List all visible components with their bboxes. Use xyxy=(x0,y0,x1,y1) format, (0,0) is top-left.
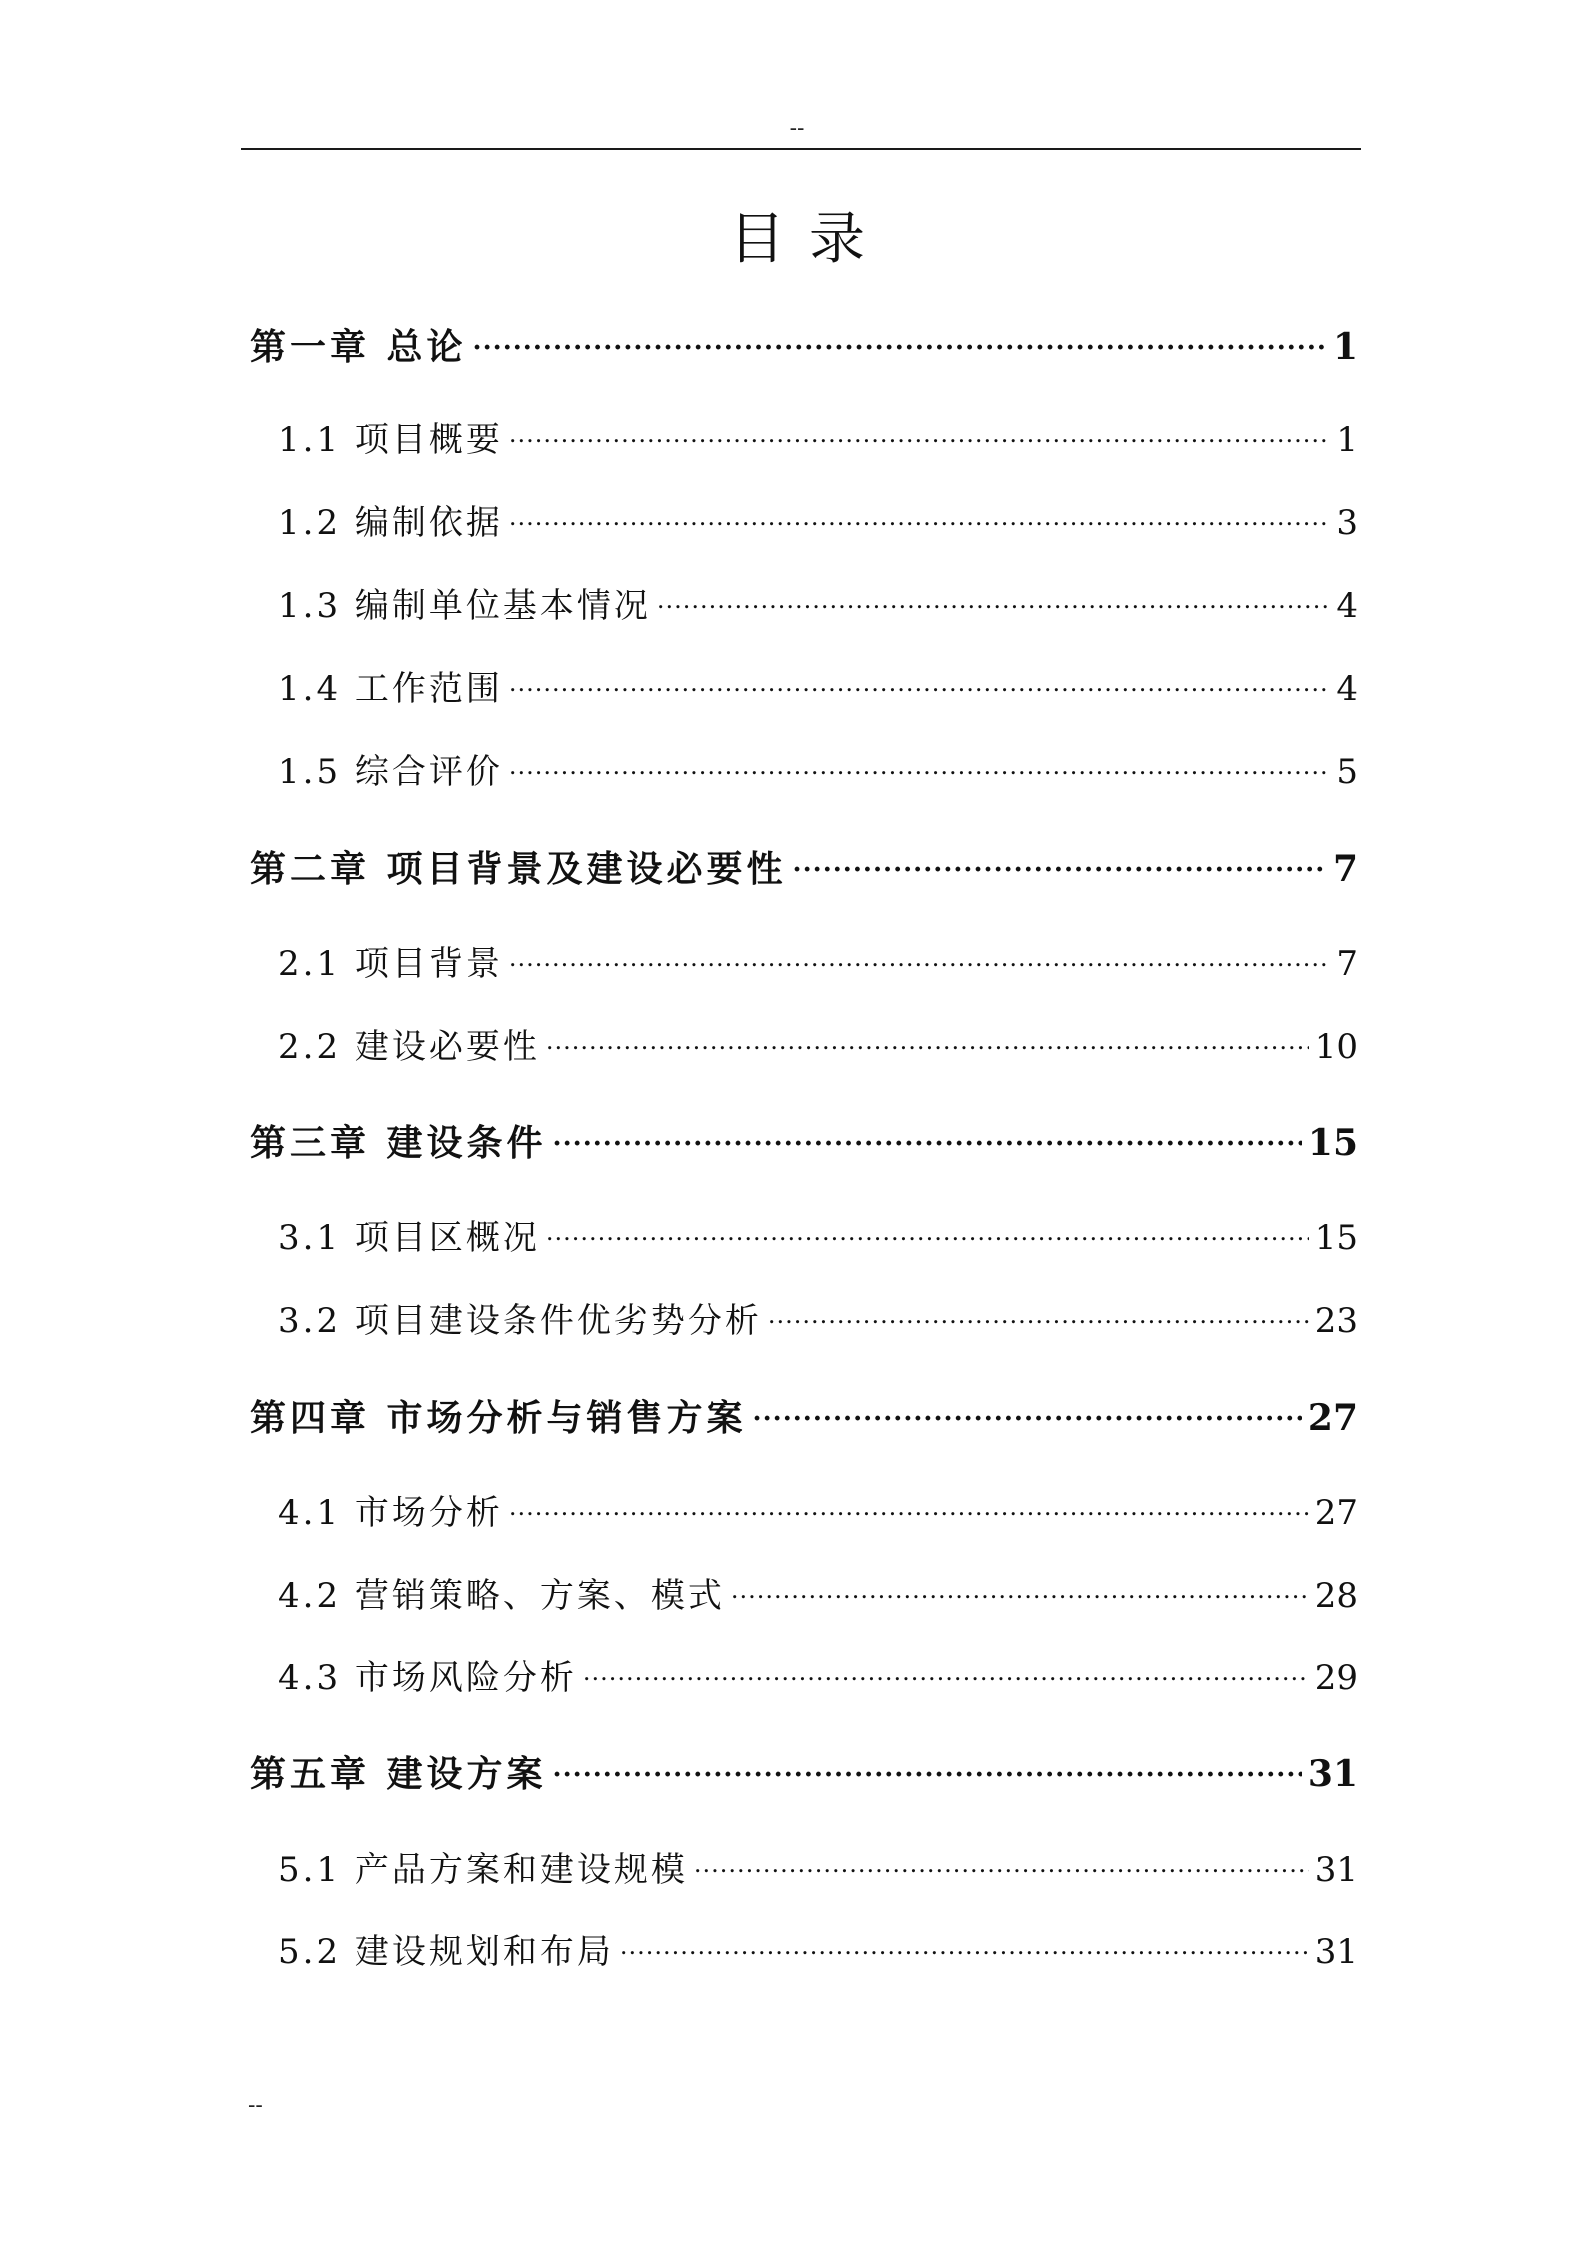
toc-entry-label: 1.3 编制单位基本情况 xyxy=(278,586,651,626)
toc-dot-leader xyxy=(731,1573,1309,1607)
toc-entry-label: 5.2 建设规划和布局 xyxy=(278,1932,614,1972)
toc-chapter-row[interactable] xyxy=(250,323,1358,368)
toc-section-row[interactable] xyxy=(250,1024,1358,1067)
header-mark: -- xyxy=(789,116,805,141)
toc-page-number: 27 xyxy=(1314,1493,1358,1533)
toc-dot-leader xyxy=(553,1750,1302,1786)
toc-page-number: 1 xyxy=(1332,326,1358,368)
header-rule xyxy=(241,148,1361,150)
toc-page-number: 7 xyxy=(1336,944,1358,984)
toc-page-number: 5 xyxy=(1336,752,1358,792)
toc-entry-label: 第一章 总论 xyxy=(250,327,467,368)
toc-dot-leader xyxy=(657,583,1330,617)
toc-page-number: 4 xyxy=(1336,669,1358,709)
toc-page-number: 4 xyxy=(1336,586,1358,626)
toc-entry-label: 4.1 市场分析 xyxy=(278,1493,503,1533)
toc-page-number: 3 xyxy=(1336,503,1358,543)
toc-page-number: 31 xyxy=(1314,1932,1358,1972)
toc-page-number: 15 xyxy=(1314,1218,1358,1258)
toc-dot-leader xyxy=(509,666,1330,700)
toc-page-number: 15 xyxy=(1307,1122,1358,1164)
toc-dot-leader xyxy=(509,417,1330,451)
toc-page-number: 31 xyxy=(1307,1753,1358,1795)
toc-section-row[interactable] xyxy=(250,1847,1358,1890)
toc-section-row[interactable] xyxy=(250,500,1358,543)
toc-entry-label: 2.2 建设必要性 xyxy=(278,1027,540,1067)
toc-entry-label: 3.2 项目建设条件优劣势分析 xyxy=(278,1301,762,1341)
toc-page-number: 7 xyxy=(1332,848,1358,890)
toc-section-row[interactable] xyxy=(250,749,1358,792)
toc-dot-leader xyxy=(509,500,1330,534)
footer-mark: -- xyxy=(248,2093,263,2118)
toc-entry-label: 4.2 营销策略、方案、模式 xyxy=(278,1576,725,1616)
toc-entry-label: 1.5 综合评价 xyxy=(278,752,503,792)
toc-chapter-row[interactable] xyxy=(250,1394,1358,1439)
toc-dot-leader xyxy=(546,1024,1309,1058)
toc-section-row[interactable] xyxy=(250,1929,1358,1972)
toc-dot-leader xyxy=(473,323,1327,359)
toc-entry-label: 4.3 市场风险分析 xyxy=(278,1658,577,1698)
toc-dot-leader xyxy=(793,845,1327,881)
toc-chapter-row[interactable] xyxy=(250,845,1358,890)
toc-page-number: 28 xyxy=(1314,1576,1358,1616)
toc-dot-leader xyxy=(753,1394,1302,1430)
toc-chapter-row[interactable] xyxy=(250,1750,1358,1795)
toc-page-number: 31 xyxy=(1314,1850,1358,1890)
toc-section-row[interactable] xyxy=(250,941,1358,984)
toc-section-row[interactable] xyxy=(250,583,1358,626)
toc-entry-label: 5.1 产品方案和建设规模 xyxy=(278,1850,688,1890)
toc-entry-label: 第五章 建设方案 xyxy=(250,1754,547,1795)
toc-dot-leader xyxy=(509,749,1330,783)
toc-chapter-row[interactable] xyxy=(250,1119,1358,1164)
page-title: 目录 xyxy=(729,207,889,272)
toc-entry-label: 1.1 项目概要 xyxy=(278,420,503,460)
toc-dot-leader xyxy=(509,941,1330,975)
toc-entry-label: 第二章 项目背景及建设必要性 xyxy=(250,849,787,890)
toc-dot-leader xyxy=(583,1655,1309,1689)
toc-page-number: 29 xyxy=(1314,1658,1358,1698)
toc-dot-leader xyxy=(553,1119,1302,1155)
toc-section-row[interactable] xyxy=(250,1215,1358,1258)
toc-page-number: 27 xyxy=(1307,1397,1358,1439)
toc-section-row[interactable] xyxy=(250,1573,1358,1616)
toc-entry-label: 2.1 项目背景 xyxy=(278,944,503,984)
toc-entry-label: 1.4 工作范围 xyxy=(278,669,503,709)
toc-entry-label: 第四章 市场分析与销售方案 xyxy=(250,1398,747,1439)
toc-section-row[interactable] xyxy=(250,1298,1358,1341)
toc-entry-label: 第三章 建设条件 xyxy=(250,1123,547,1164)
toc-dot-leader xyxy=(620,1929,1309,1963)
toc-page-number: 1 xyxy=(1336,420,1358,460)
toc-entry-label: 1.2 编制依据 xyxy=(278,503,503,543)
toc-dot-leader xyxy=(768,1298,1309,1332)
toc-page-number: 10 xyxy=(1314,1027,1358,1067)
toc-dot-leader xyxy=(546,1215,1309,1249)
toc-section-row[interactable] xyxy=(250,666,1358,709)
toc-section-row[interactable] xyxy=(250,1655,1358,1698)
toc-page-number: 23 xyxy=(1314,1301,1358,1341)
toc-entry-label: 3.1 项目区概况 xyxy=(278,1218,540,1258)
toc-dot-leader xyxy=(694,1847,1309,1881)
toc-section-row[interactable] xyxy=(250,417,1358,460)
toc-dot-leader xyxy=(509,1490,1309,1524)
toc-section-row[interactable] xyxy=(250,1490,1358,1533)
